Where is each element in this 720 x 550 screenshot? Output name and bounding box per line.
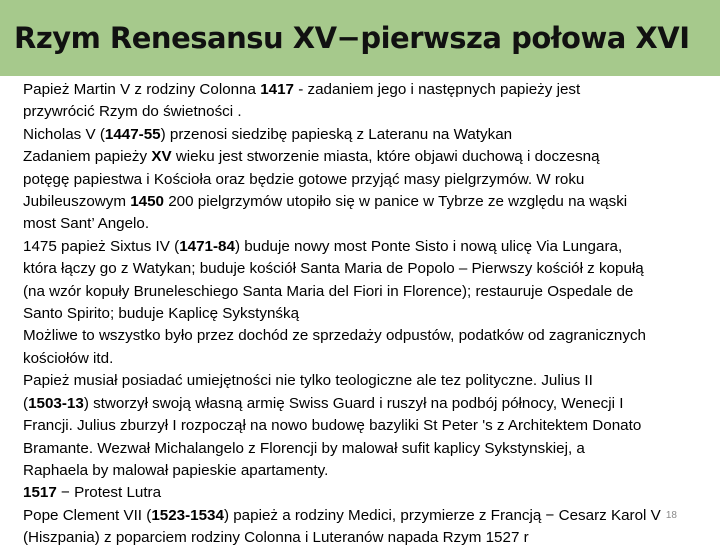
- bold-date: 1503-13: [28, 394, 84, 412]
- text-segment: ) stworzył swoją własną armię Swiss Guard i ruszył na podbój północy, Wenecji I: [83, 394, 624, 412]
- text-segment: - zadaniem jego i następnych papieży jest: [294, 81, 581, 98]
- text-segment: przywrócić Rzym do świetności .: [23, 103, 242, 121]
- title-bar: [0, 0, 720, 76]
- text-segment: Francji. Julius zburzył I rozpoczął na nowo budowę bazyliki St Peter 's z Architektem Donato: [23, 417, 642, 435]
- body-line: [23, 258, 713, 280]
- body-line: [23, 505, 713, 527]
- text-segment: Santo Spirito; buduje Kaplicę Sykstynśką: [23, 305, 300, 323]
- body-line: [23, 281, 713, 303]
- text-segment: Zadaniem papieży: [23, 148, 152, 166]
- text-segment: Papież Martin V z rodziny Colonna: [23, 81, 261, 98]
- bold-date: 1447-55: [104, 125, 161, 143]
- bold-date: XV: [151, 148, 172, 166]
- text-segment: ) buduje nowy most Ponte Sisto i nową ulicę Via Lungara,: [234, 237, 623, 255]
- bold-date: 1450: [130, 193, 164, 211]
- body-line: [23, 527, 713, 549]
- body-line: [23, 325, 713, 347]
- body-line: [23, 169, 713, 191]
- bold-date: 1523-1534: [151, 506, 224, 524]
- body-line: [23, 370, 713, 392]
- body-line: [23, 236, 713, 258]
- body-line: [23, 460, 713, 482]
- body-line: [23, 191, 713, 213]
- text-segment: (Hiszpania) z poparciem rodziny Colonna i Luteranów napada Rzym 1527 r: [23, 529, 529, 547]
- body-line: [23, 303, 713, 325]
- body-line: [23, 393, 713, 415]
- text-segment: wieku jest stworzenie miasta, które objawi duchową i doczesną: [171, 148, 600, 166]
- body-line: [23, 146, 713, 168]
- body-line: [23, 438, 713, 460]
- text-segment: (: [23, 394, 29, 412]
- body-line: [23, 415, 713, 437]
- text-segment: Możliwe to wszystko było przez dochód ze sprzedaży odpustów, podatków od zagranicznych: [23, 327, 647, 345]
- slide-body: [23, 79, 713, 550]
- text-segment: 1475 papież Sixtus IV (: [23, 237, 180, 255]
- text-segment: most Sant’ Angelo.: [23, 215, 150, 233]
- text-segment: Nicholas V (: [23, 125, 105, 143]
- slide-number: 18: [665, 510, 677, 521]
- body-line: [23, 101, 713, 123]
- body-line: [23, 124, 713, 146]
- text-segment: potęgę papiestwa i Kościoła oraz będzie gotowe przyjąć masy pielgrzymów. W roku: [23, 170, 585, 188]
- slide-title: Rzym Renesansu XV−pierwsza połowa XVI: [14, 21, 690, 55]
- text-segment: Pope Clement VII (: [23, 506, 152, 524]
- text-segment: Jubileuszowym: [23, 193, 131, 211]
- body-line: [23, 79, 713, 101]
- body-line: [23, 348, 713, 370]
- text-segment: ) papież a rodziny Medici, przymierze z Francją − Cesarz Karol V: [223, 506, 661, 524]
- text-segment: Bramante. Wezwał Michalangelo z Florencji by malował sufit kaplicy Sykstynskiej, a: [23, 439, 585, 457]
- body-line: [23, 213, 713, 235]
- text-segment: która łączy go z Watykan; buduje kościół Santa Maria de Popolo – Pierwszy kościół z kopułą: [23, 260, 644, 278]
- text-segment: 200 pielgrzymów utopiło się w panice w Tybrze ze względu na wąski: [164, 193, 628, 211]
- bold-date: 1417: [260, 81, 295, 98]
- bold-date: 1471-84: [179, 237, 235, 255]
- body-line: [23, 482, 713, 504]
- text-segment: (na wzór kopuły Bruneleschiego Santa Maria del Fiori in Florence); restauruje Ospedale de: [23, 282, 634, 300]
- text-segment: kościołów itd.: [23, 349, 114, 367]
- text-segment: ) przenosi siedzibę papieską z Lateranu na Watykan: [160, 125, 513, 143]
- text-segment: Raphaela by malował papieskie apartamenty.: [23, 461, 329, 479]
- text-segment: − Protest Lutra: [56, 484, 162, 502]
- text-segment: Papież musiał posiadać umiejętności nie tylko teologiczne ale tez polityczne. Julius II: [23, 372, 593, 390]
- bold-date: 1517: [23, 484, 57, 502]
